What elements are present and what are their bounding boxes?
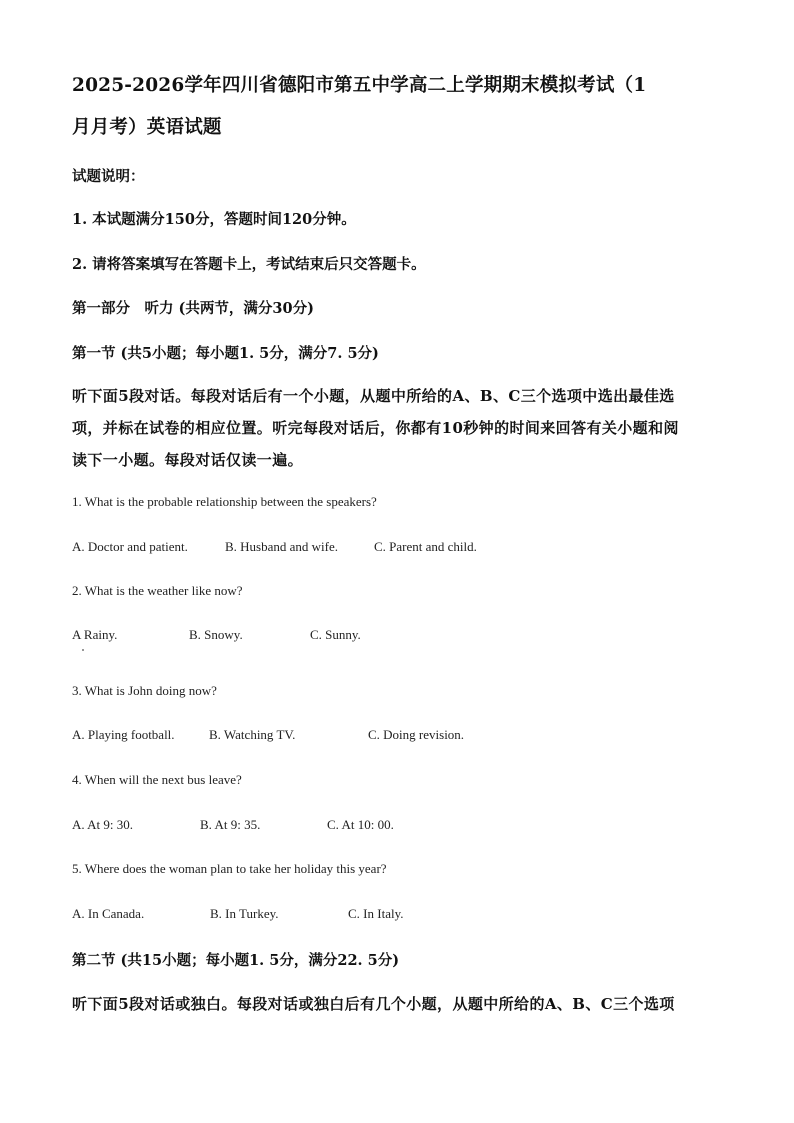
section-one-heading: 第一节 (共5小题；每小题1. 5分，满分7. 5分) [72,345,379,362]
question-5-stem: 5. Where does the woman plan to take her holiday this year? [72,861,387,876]
document-title-line-1: 2025-2026学年四川省德阳市第五中学高二上学期期末模拟考试（1 [72,75,647,96]
section-two-directions-line-1: 听下面5段对话或独白。每段对话或独白后有几个小题，从题中所给的A、B、C三个选项 [72,995,675,1013]
part-one-heading: 第一部分 听力 (共两节，满分30分) [72,300,314,317]
question-2-option-a: A Rainy. [72,627,118,642]
question-4-option-a: A. At 9: 30. [72,817,134,832]
section-two-heading: 第二节 (共15小题；每小题1. 5分，满分22. 5分) [72,952,400,969]
question-3-stem: 3. What is John doing now? [72,683,217,698]
question-1-stem: 1. What is the probable relationship between the speakers? [72,494,377,509]
instruction-item-1: 1. 本试题满分150分，答题时间120分钟。 [72,211,356,228]
section-one-directions-line-3: 读下一小题。每段对话仅读一遍。 [72,451,304,469]
question-4-option-b: B. At 9: 35. [200,817,261,832]
section-one-directions-line-1: 听下面5段对话。每段对话后有一个小题，从题中所给的A、B、C三个选项中选出最佳选 [72,387,675,405]
question-5-option-c: C. In Italy. [348,906,404,921]
question-3-option-c: C. Doing revision. [368,727,465,742]
question-2-option-c: C. Sunny. [310,627,361,642]
question-1-option-a: A. Doctor and patient. [72,539,188,554]
section-one-directions-line-2: 项，并标在试卷的相应位置。听完每段对话后，你都有10秒钟的时间来回答有关小题和阅 [72,419,679,437]
question-3-option-b: B. Watching TV. [209,727,296,742]
question-1-option-c: C. Parent and child. [374,539,477,554]
question-3-option-a: A. Playing football. [72,727,175,742]
question-1-option-b: B. Husband and wife. [225,539,339,554]
instruction-item-2: 2. 请将答案填写在答题卡上，考试结束后只交答题卡。 [72,256,426,273]
stray-dot-mark [82,649,84,651]
question-2-option-b: B. Snowy. [189,627,243,642]
question-5-option-b: B. In Turkey. [210,906,279,921]
instructions-heading: 试题说明： [72,168,145,185]
question-5-option-a: A. In Canada. [72,906,145,921]
question-2-stem: 2. What is the weather like now? [72,583,243,598]
question-4-option-c: C. At 10: 00. [327,817,394,832]
document-title-line-2: 月月考）英语试题 [72,117,222,138]
question-4-stem: 4. When will the next bus leave? [72,772,242,787]
